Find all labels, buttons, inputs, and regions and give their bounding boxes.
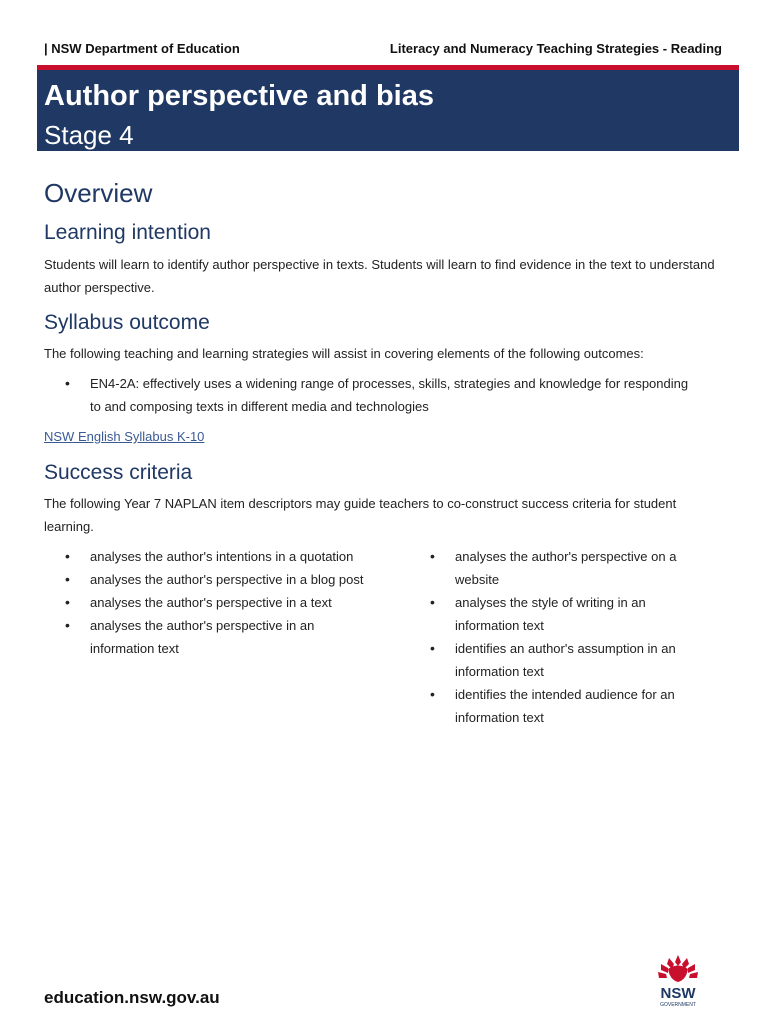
learning-intention-text: Students will learn to identify author perspective in texts. Students will learn to find evidence in the text to understand author perspective. (44, 257, 715, 295)
list-item: • identifies an author's assumption in an information text (409, 637, 709, 683)
logo-wordmark: NSW (660, 985, 696, 1002)
overview-heading: Overview (44, 178, 153, 208)
page-title: Author perspective and bias (44, 80, 434, 112)
list-item: • analyses the author's intentions in a quotation (44, 545, 374, 568)
list-item: • analyses the author's perspective in an information text (44, 614, 374, 660)
syllabus-outcome-list (44, 372, 694, 418)
page-subtitle: Stage 4 (44, 120, 134, 150)
list-item: • analyses the style of writing in an information text (409, 591, 709, 637)
header-document-title: Literacy and Numeracy Teaching Strategies - Reading (389, 41, 722, 56)
syllabus-outcome-text: The following teaching and learning strategies will assist in covering elements of the following outcomes: (44, 346, 644, 361)
list-item: • analyses the author's perspective in a blog post (44, 568, 374, 591)
learning-intention-heading: Learning intention (44, 221, 211, 244)
syllabus-outcome-heading: Syllabus outcome (44, 311, 210, 334)
success-criteria-right-list (409, 545, 709, 729)
success-criteria-text: The following Year 7 NAPLAN item descriptors may guide teachers to co-construct success criteria for student learning. (44, 496, 677, 534)
list-item: • analyses the author's perspective on a website (409, 545, 709, 591)
list-item: • identifies the intended audience for an information text (409, 683, 709, 729)
logo-subtext: GOVERNMENT (660, 1002, 696, 1008)
footer-url: education.nsw.gov.au (44, 988, 220, 1007)
title-banner (37, 65, 739, 151)
waratah-icon (658, 955, 698, 982)
success-criteria-heading: Success criteria (44, 461, 193, 484)
list-item: • EN4-2A: effectively uses a widening range of processes, skills, strategies and knowledge for responding to and composing texts in different media and technologies (44, 372, 694, 418)
nsw-government-logo (650, 953, 706, 1009)
syllabus-link[interactable]: NSW English Syllabus K-10 (44, 429, 205, 444)
list-item: • analyses the author's perspective in a text (44, 591, 374, 614)
success-criteria-left-list (44, 545, 374, 660)
header-department: | NSW Department of Education (44, 41, 240, 56)
